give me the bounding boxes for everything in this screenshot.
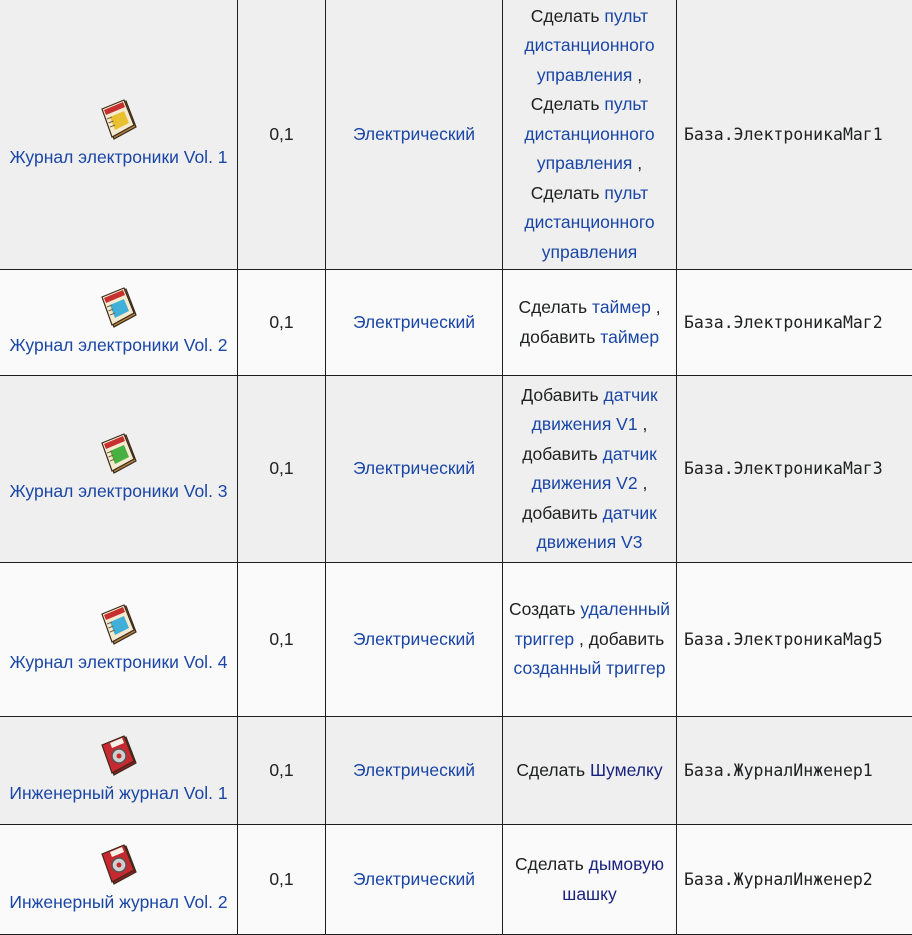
table-row <box>0 270 912 376</box>
effect-text: Сделать <box>531 6 605 26</box>
item-type-link[interactable]: Электрический <box>353 760 475 780</box>
effect-link[interactable]: созданный триггер <box>514 658 666 678</box>
item-id: База.ЭлектроникаМаг1 <box>677 0 912 270</box>
item-name-cell <box>0 270 238 376</box>
item-effect-cell <box>503 376 677 563</box>
electronics-magazine-yellow-icon[interactable] <box>4 97 233 143</box>
effect-text: , добавить <box>520 297 661 347</box>
item-effect-cell <box>503 563 677 717</box>
item-type-cell <box>326 563 503 717</box>
item-effect-cell <box>503 825 677 935</box>
item-weight: 0,1 <box>238 563 326 717</box>
effect-link[interactable]: датчик движения V1 <box>532 385 658 435</box>
item-name-cell <box>0 563 238 717</box>
effect-link[interactable]: пульт дистанционного управления <box>524 6 654 85</box>
item-name-cell <box>0 376 238 563</box>
effect-text: Создать <box>509 599 580 619</box>
item-type-link[interactable]: Электрический <box>353 869 475 889</box>
table-row <box>0 717 912 825</box>
item-id: База.ЭлектроникаМаг2 <box>677 270 912 376</box>
table-row <box>0 825 912 935</box>
item-type-cell <box>326 717 503 825</box>
electronics-magazine-blue-icon[interactable] <box>4 285 233 331</box>
item-type-link[interactable]: Электрический <box>353 458 475 478</box>
item-name-link[interactable]: Инженерный журнал Vol. 2 <box>4 888 233 918</box>
item-id: База.ЖурналИнженер2 <box>677 825 912 935</box>
table-row <box>0 376 912 563</box>
table-row <box>0 563 912 717</box>
item-id: База.ЭлектроникаMag5 <box>677 563 912 717</box>
effect-text: , добавить <box>522 414 647 464</box>
item-effect-cell <box>503 717 677 825</box>
effect-text: , добавить <box>522 473 647 523</box>
effect-text: Сделать <box>531 94 605 114</box>
effect-text: , добавить <box>574 629 664 649</box>
engineer-magazine-red-icon[interactable] <box>4 733 233 779</box>
table-row <box>0 0 912 270</box>
item-name-link[interactable]: Журнал электроники Vol. 3 <box>4 477 233 507</box>
item-type-cell <box>326 825 503 935</box>
item-name-link[interactable]: Инженерный журнал Vol. 1 <box>4 779 233 809</box>
item-name-link[interactable]: Журнал электроники Vol. 4 <box>4 648 233 678</box>
item-type-link[interactable]: Электрический <box>353 629 475 649</box>
effect-text: Сделать <box>518 297 592 317</box>
electronics-magazine-green-icon[interactable] <box>4 431 233 477</box>
effect-link[interactable]: дымовую шашку <box>562 854 664 904</box>
engineer-magazine-red-icon[interactable] <box>4 842 233 888</box>
item-id: База.ЭлектроникаМаг3 <box>677 376 912 563</box>
item-weight: 0,1 <box>238 825 326 935</box>
effect-link[interactable]: Шумелку <box>590 760 663 780</box>
effect-link[interactable]: таймер <box>600 327 659 347</box>
effect-text: Сделать <box>516 760 590 780</box>
item-name-link[interactable]: Журнал электроники Vol. 2 <box>4 331 233 361</box>
effect-text: Сделать <box>515 854 589 874</box>
item-type-cell <box>326 0 503 270</box>
item-weight: 0,1 <box>238 0 326 270</box>
item-effect-cell <box>503 270 677 376</box>
item-weight: 0,1 <box>238 717 326 825</box>
effect-link[interactable]: пульт дистанционного управления <box>524 94 654 173</box>
effect-link[interactable]: датчик движения V3 <box>537 503 657 553</box>
effect-text: Сделать <box>531 183 605 203</box>
item-id: База.ЖурналИнженер1 <box>677 717 912 825</box>
electronics-magazine-blue-icon[interactable] <box>4 602 233 648</box>
item-type-cell <box>326 376 503 563</box>
item-weight: 0,1 <box>238 376 326 563</box>
effect-text: , <box>632 65 642 85</box>
item-type-link[interactable]: Электрический <box>353 124 475 144</box>
effect-text: Добавить <box>521 385 603 405</box>
effect-text: , <box>632 153 642 173</box>
item-name-cell <box>0 825 238 935</box>
item-name-link[interactable]: Журнал электроники Vol. 1 <box>4 143 233 173</box>
item-type-link[interactable]: Электрический <box>353 312 475 332</box>
item-effect-cell <box>503 0 677 270</box>
effect-link[interactable]: датчик движения V2 <box>532 444 657 494</box>
effect-link[interactable]: удаленный триггер <box>515 599 670 649</box>
item-type-cell <box>326 270 503 376</box>
item-name-cell <box>0 717 238 825</box>
item-name-cell <box>0 0 238 270</box>
item-weight: 0,1 <box>238 270 326 376</box>
effect-link[interactable]: пульт дистанционного управления <box>524 183 654 262</box>
effect-link[interactable]: таймер <box>592 297 651 317</box>
